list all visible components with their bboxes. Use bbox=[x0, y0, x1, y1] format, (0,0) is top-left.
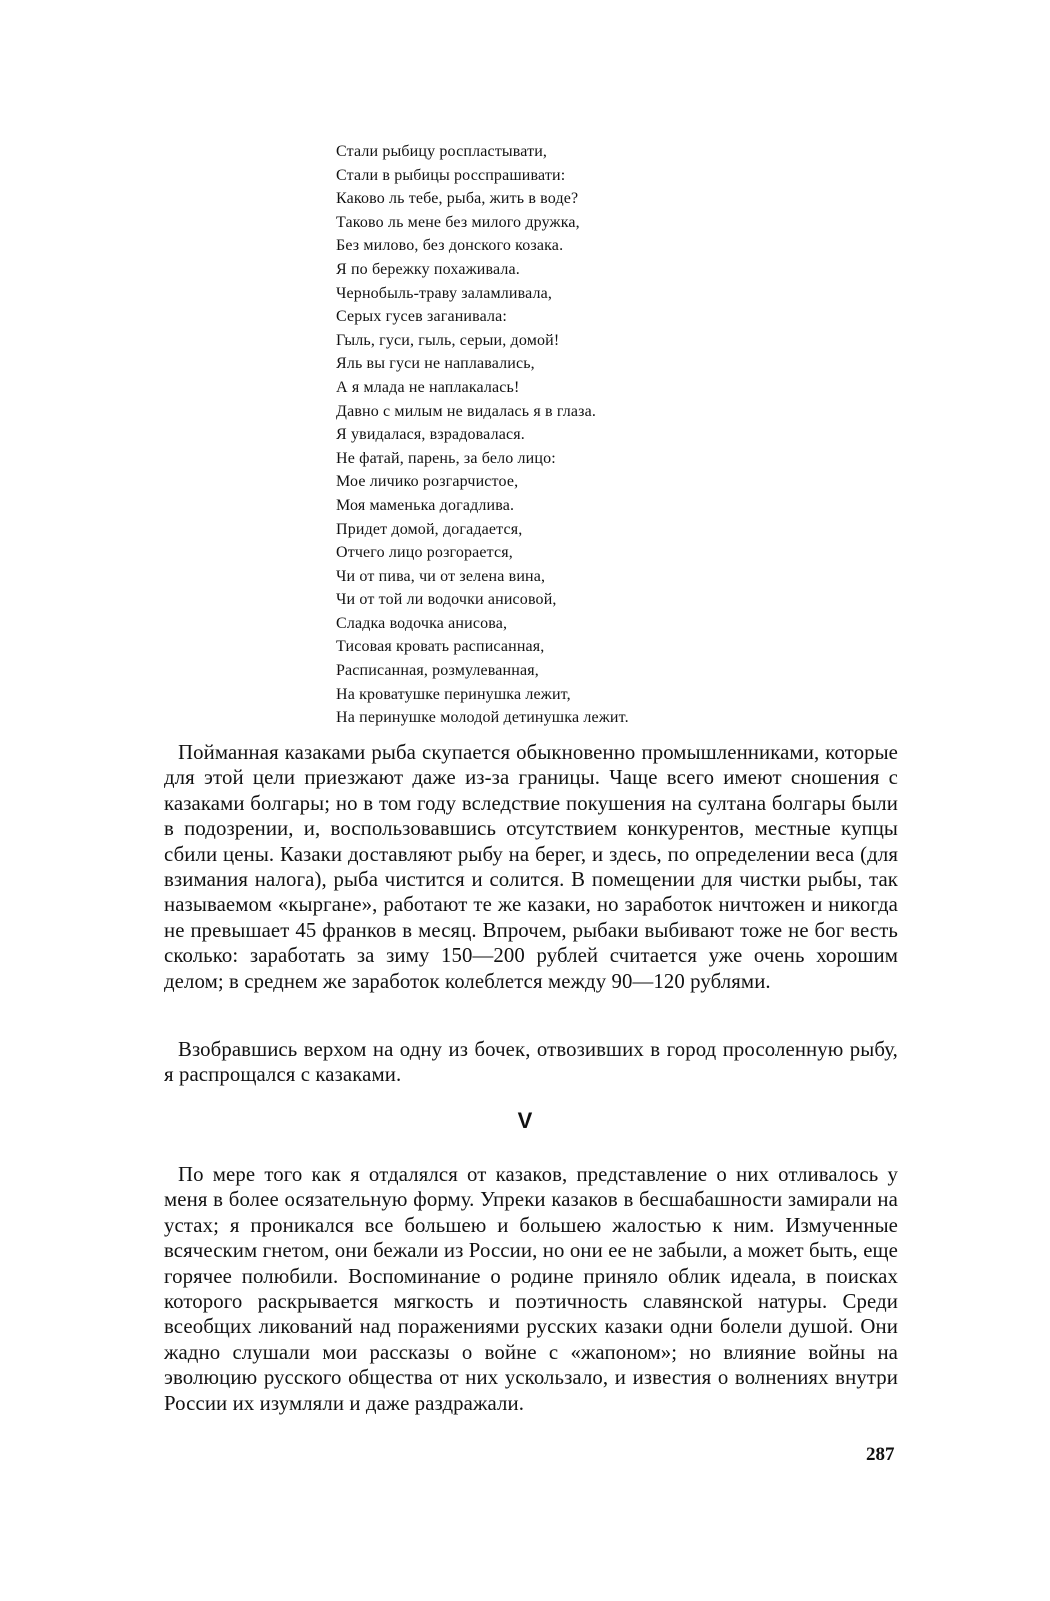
verse-line: Серых гусев заганивала: bbox=[336, 308, 508, 326]
paragraph-farewell: Взобравшись верхом на одну из бочек, отвозивших в город просоленную рыбу, я распрощался с казаками. bbox=[164, 1038, 898, 1087]
folk-song-verse bbox=[336, 140, 736, 730]
page-number: 287 bbox=[866, 1444, 895, 1465]
verse-line: Стали рыбицу роспластывати, bbox=[336, 143, 548, 160]
verse-line: Я увидалася, взрадовалася. bbox=[336, 426, 525, 444]
verse-line: На перинушке молодой детинушка лежит. bbox=[336, 709, 629, 727]
verse-line: Без милово, без донского козака. bbox=[336, 237, 564, 255]
verse-line: Каково ль тебе, рыба, жить в воде? bbox=[336, 190, 579, 208]
verse-line: Чи от пива, чи от зелена вина, bbox=[336, 567, 546, 585]
verse-line: Гыль, гуси, гыль, серыи, домой! bbox=[336, 331, 560, 349]
verse-line: Стали в рыбицы росспрашивати: bbox=[336, 166, 566, 184]
verse-line: Я по бережку похаживала. bbox=[336, 260, 520, 278]
verse-line: Не фатай, парень, за бело лицо: bbox=[336, 449, 556, 467]
paragraph-fish-trade: Пойманная казаками рыба скупается обыкновенно промышленниками, которые для этой цели приезжают даже из-за границы. Чаще всего имеют сношения с казаками болгары; но в том году вследствие покушения на султана болгары были в подозрении, и, воспользовавшись отсутствием конкурентов, местные купцы сбили цены. Казаки доставляют рыбу на берег, и здесь, по определении веса (для взимания налога), рыба чистится и солится. В помещении для чистки рыбы, так называемом «кыргане», работают те же казаки, но заработок ничтожен и никогда не превышает 45 франков в месяц. Впрочем, рыбаки выбивают тоже не бог весть сколько: заработать за зиму 150—200 рублей считается уже очень хорошим делом; в среднем же заработок колеблется между 90—120 рублями. bbox=[164, 741, 898, 993]
verse-line: Давно с милым не видалась я в глаза. bbox=[336, 402, 597, 420]
verse-line: Сладка водочка анисова, bbox=[336, 614, 508, 632]
paragraph-reflection: По мере того как я отдалялся от казаков, представление о них отливалось у меня в более осязательную форму. Упреки казаков в бесшабашности замирали на устах; я проникался все большею и большею жалостью к ним. Измученные всяческим гнетом, они бежали из России, но они ее не забыли, а может быть, еще горячее полюбили. Воспоминание о родине приняло облик идеала, в поисках которого раскрывается мягкость и поэтичность славянской натуры. Среди всеобщих ликований над поражениями русских казаки одни болели душой. Они жадно слушали мои рассказы о войне с «жапоном»; но влияние войны на эволюцию русского общества от них ускользало, и известия о волнениях внутри России их изумляли и даже раздражали. bbox=[164, 1163, 898, 1415]
verse-line: Придет домой, догадается, bbox=[336, 520, 523, 538]
verse-line: Яль вы гуси не наплавались, bbox=[336, 355, 535, 373]
verse-line: А я млада не наплакалась! bbox=[336, 378, 520, 396]
verse-line: Мое личико розгарчистое, bbox=[336, 473, 519, 491]
verse-line: Моя маменька догадлива. bbox=[336, 496, 515, 514]
verse-line: Расписанная, розмулеванная, bbox=[336, 662, 539, 680]
verse-line: Тисовая кровать расписанная, bbox=[336, 638, 545, 656]
verse-line: Чи от той ли водочки анисовой, bbox=[336, 591, 557, 609]
section-heading: V bbox=[517, 1108, 533, 1133]
verse-line: Чернобыль-траву заламливала, bbox=[336, 284, 553, 302]
verse-line: Отчего лицо розгорается, bbox=[336, 544, 513, 562]
verse-line: Таково ль мене без милого дружка, bbox=[336, 213, 580, 231]
verse-line: На кроватушке перинушка лежит, bbox=[336, 685, 571, 703]
